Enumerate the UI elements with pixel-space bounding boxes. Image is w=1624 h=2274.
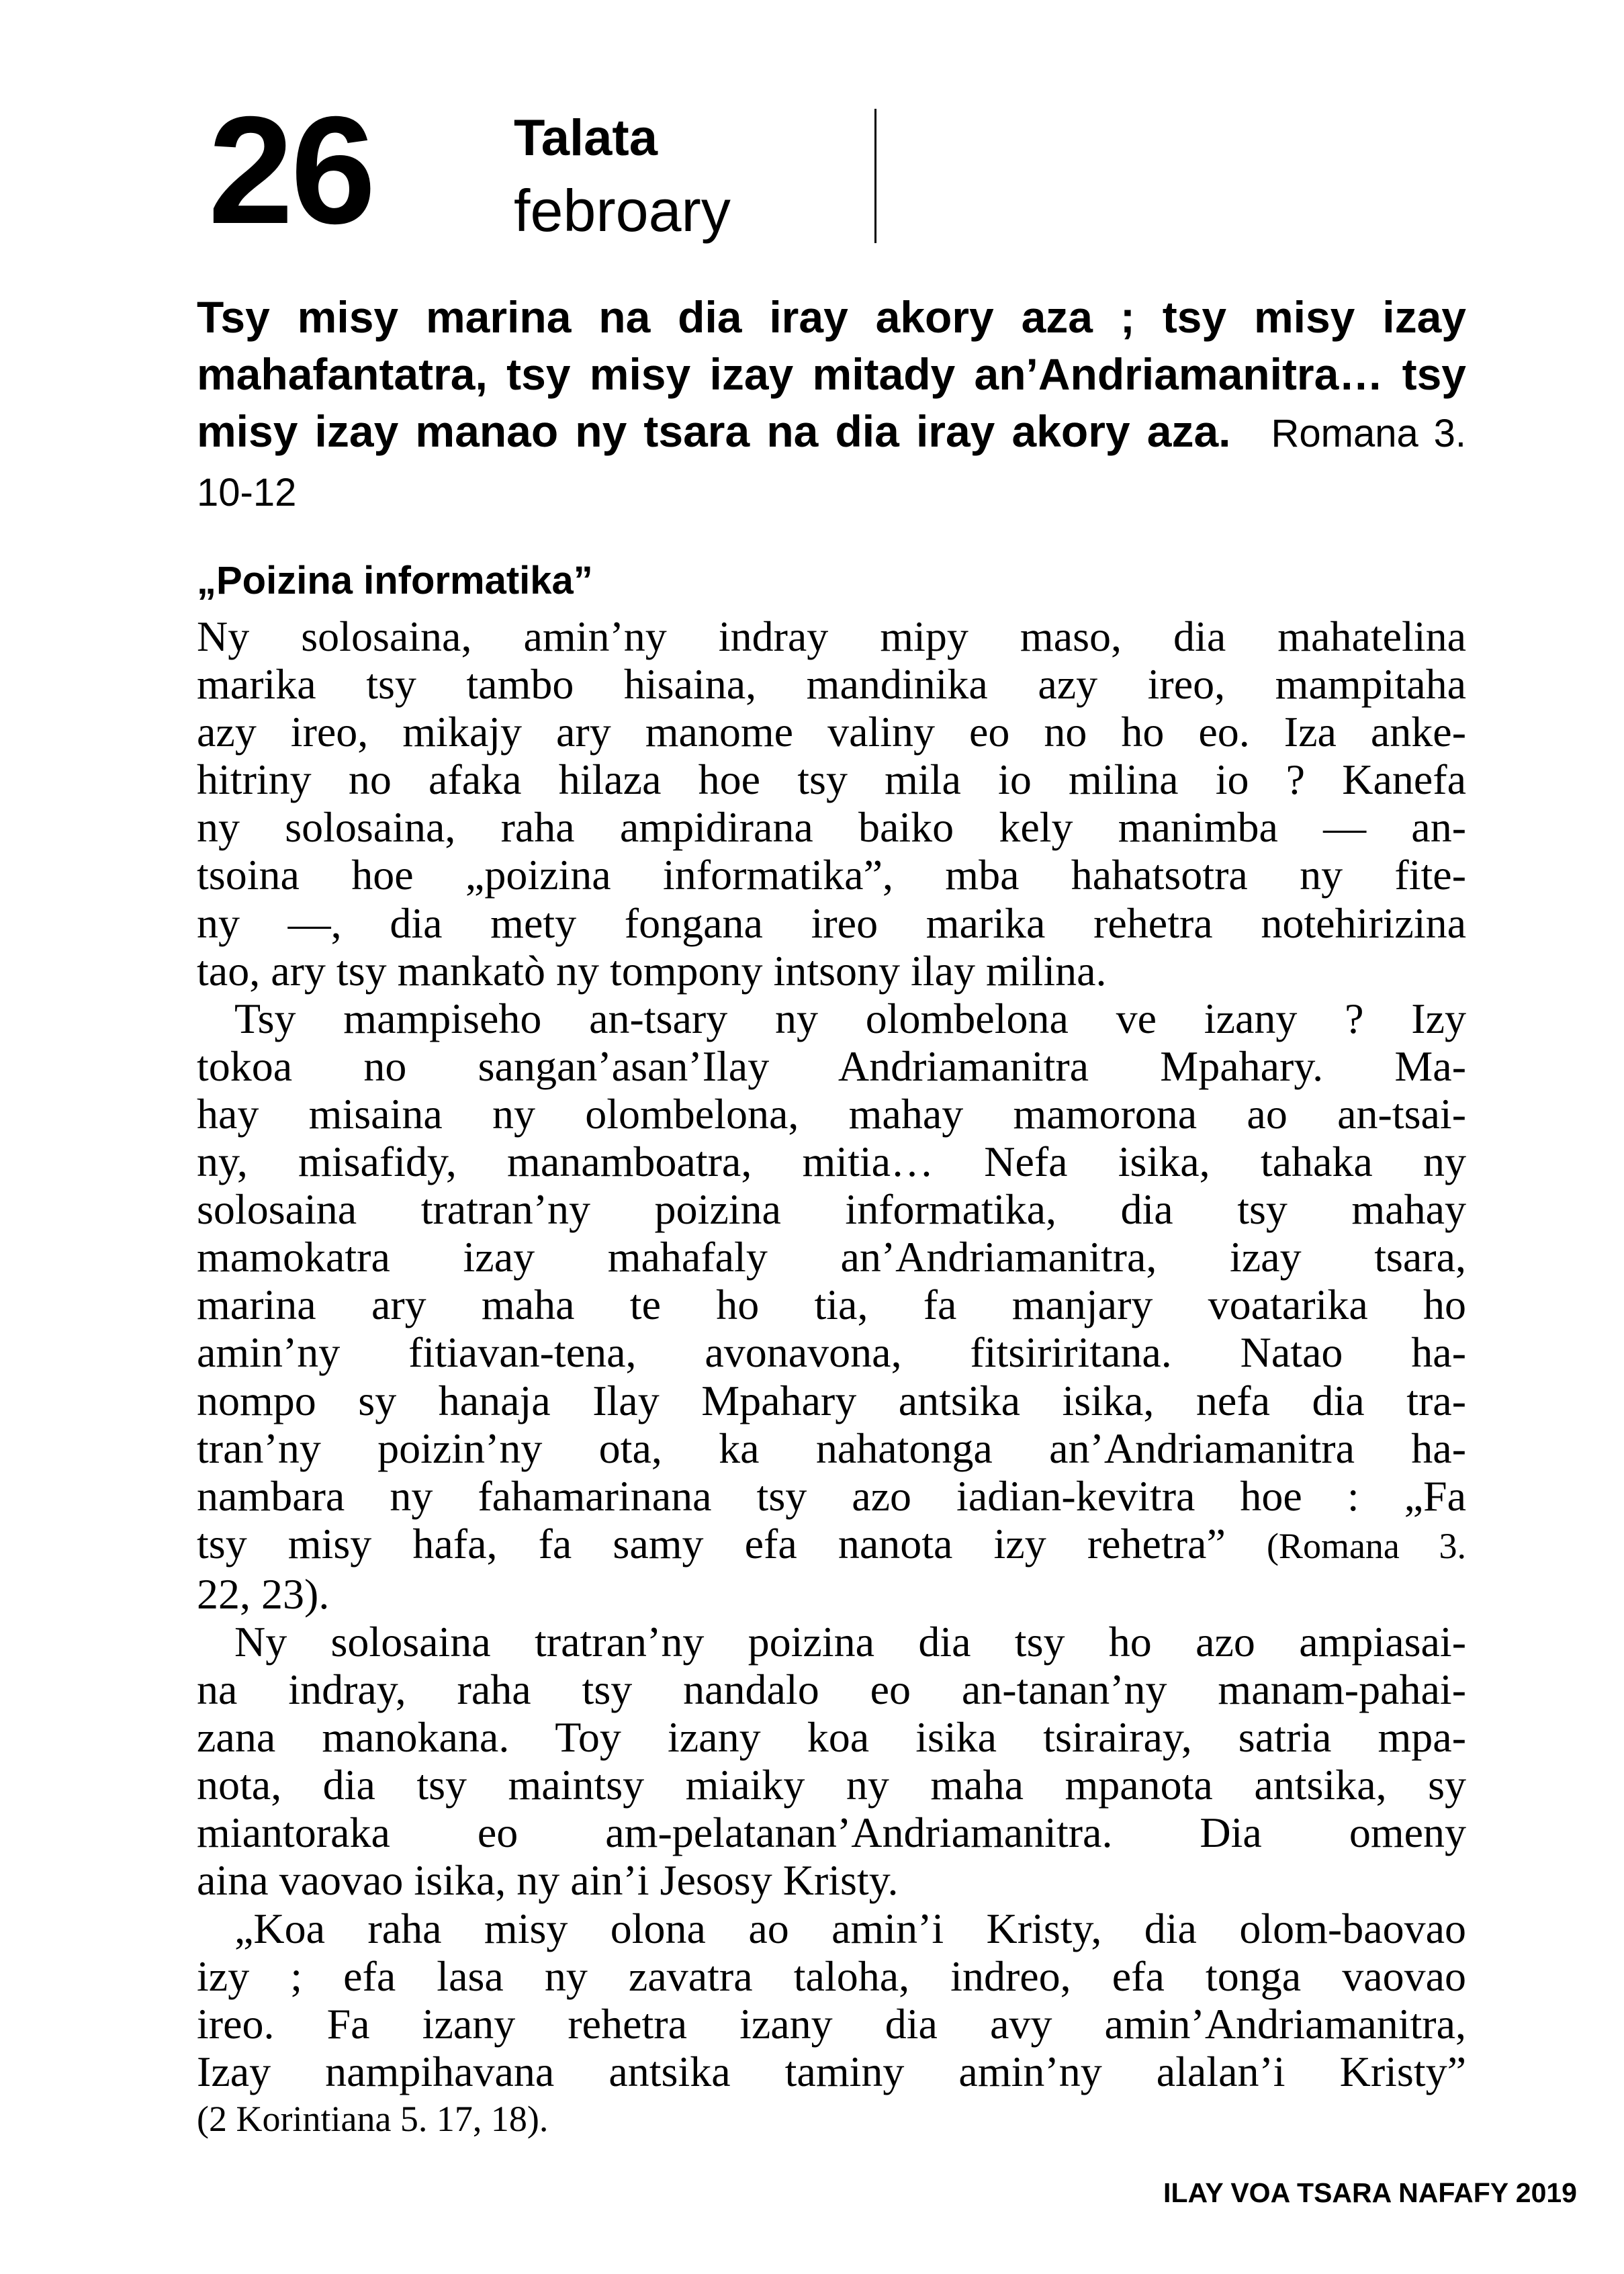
body-line: amin’ny fitiavan-tena, avonavona, fitsiriritana. Natao ha-	[197, 1328, 1466, 1377]
body-line: Ny solosaina, amin’ny indray mipy maso, dia mahatelina	[197, 612, 1466, 660]
body-line: hitriny no afaka hilaza hoe tsy mila io milina io ? Kanefa	[197, 756, 1466, 804]
publication-footer: ILAY VOA TSARA NAFAFY 2019	[1163, 2177, 1577, 2208]
body-line-text: tsy misy hafa, fa samy efa nanota izy rehetra”	[197, 1519, 1226, 1567]
body-line: marika tsy tambo hisaina, mandinika azy ireo, mampitaha	[197, 660, 1466, 709]
body-line: solosaina tratran’ny poizina informatika, dia tsy mahay	[197, 1185, 1466, 1234]
scripture-reference: (Romana 3.	[1266, 1525, 1466, 1566]
body-line: tran’ny poizin’ny ota, ka nahatonga an’Andriamanitra ha-	[197, 1424, 1466, 1472]
body-line: ireo. Fa izany rehetra izany dia avy amin’Andriamanitra,	[197, 1999, 1466, 2048]
month-label: febroary	[514, 177, 731, 244]
weekday-label: Talata	[514, 109, 658, 167]
body-line: hay misaina ny olombelona, mahay mamorona ao an-tsai-	[197, 1089, 1466, 1138]
body-line: nompo sy hanaja Ilay Mpahary antsika isika, nefa dia tra-	[197, 1376, 1466, 1424]
body-line: tsoina hoe „poizina informatika”, mba hahatsotra ny fite-	[197, 851, 1466, 899]
body-line: marina ary maha te ho tia, fa manjary voatarika ho	[197, 1281, 1466, 1329]
scripture-reference: (2 Korintiana 5. 17, 18).	[197, 2098, 549, 2139]
body-line: zana manokana. Toy izany koa isika tsirairay, satria mpa-	[197, 1713, 1466, 1762]
body-line: ny solosaina, raha ampidirana baiko kely manimba — an-	[197, 803, 1466, 852]
article-title: „Poizina informatika”	[197, 559, 593, 602]
body-line: tao, ary tsy mankatò ny tompony intsony ilay milina.	[197, 946, 1107, 995]
header-divider	[874, 109, 876, 243]
body-line: Tsy mampiseho an-tsary ny olombelona ve izany ? Izy	[234, 994, 1466, 1042]
body-line: izy ; efa lasa ny zavatra taloha, indreo, efa tonga vaovao	[197, 1952, 1466, 2000]
body-line: tokoa no sangan’asan’Ilay Andriamanitra Mpahary. Ma-	[197, 1042, 1466, 1090]
body-line: miantoraka eo am-pelatanan’Andriamanitra. Dia omeny	[197, 1809, 1466, 1857]
body-line: nota, dia tsy maintsy miaiky ny maha mpanota antsika, sy	[197, 1761, 1466, 1809]
day-number: 26	[208, 85, 373, 256]
body-line: azy ireo, mikajy ary manome valiny eo no ho eo. Iza anke-	[197, 708, 1466, 756]
verse-text: Tsy misy marina na dia iray akory aza ; tsy misy izay mahafantatra, tsy misy izay mitady an’Andriamanitra… tsy misy izay manao ny tsara na dia iray akory aza.	[197, 292, 1466, 456]
body-line: mamokatra izay mahafaly an’Andriamanitra, izay tsara,	[197, 1233, 1466, 1281]
body-line: nambara ny fahamarinana tsy azo iadian-kevitra hoe : „Fa	[197, 1471, 1466, 1520]
body-line: ny —, dia mety fongana ireo marika rehetra notehirizina	[197, 899, 1466, 947]
body-line: „Koa raha misy olona ao amin’i Kristy, dia olom-baovao	[234, 1904, 1466, 1952]
body-line: Izay nampihavana antsika taminy amin’ny alalan’i Kristy”	[197, 2047, 1466, 2095]
body-line: ny, misafidy, manamboatra, mitia… Nefa isika, tahaka ny	[197, 1138, 1466, 1186]
body-line: Ny solosaina tratran’ny poizina dia tsy ho azo ampiasai-	[234, 1617, 1466, 1666]
bible-verse	[197, 289, 1466, 521]
body-line	[197, 1520, 1466, 1570]
article-body	[197, 612, 1466, 2143]
verse-reference: Romana 3. 10-12	[197, 412, 1466, 514]
body-line: 22, 23).	[197, 1570, 330, 1618]
body-line: aina vaovao isika, ny ain’i Jesosy Kristy.	[197, 1856, 899, 1905]
body-line: na indray, raha tsy nandalo eo an-tanan’ny manam-pahai-	[197, 1666, 1466, 1714]
